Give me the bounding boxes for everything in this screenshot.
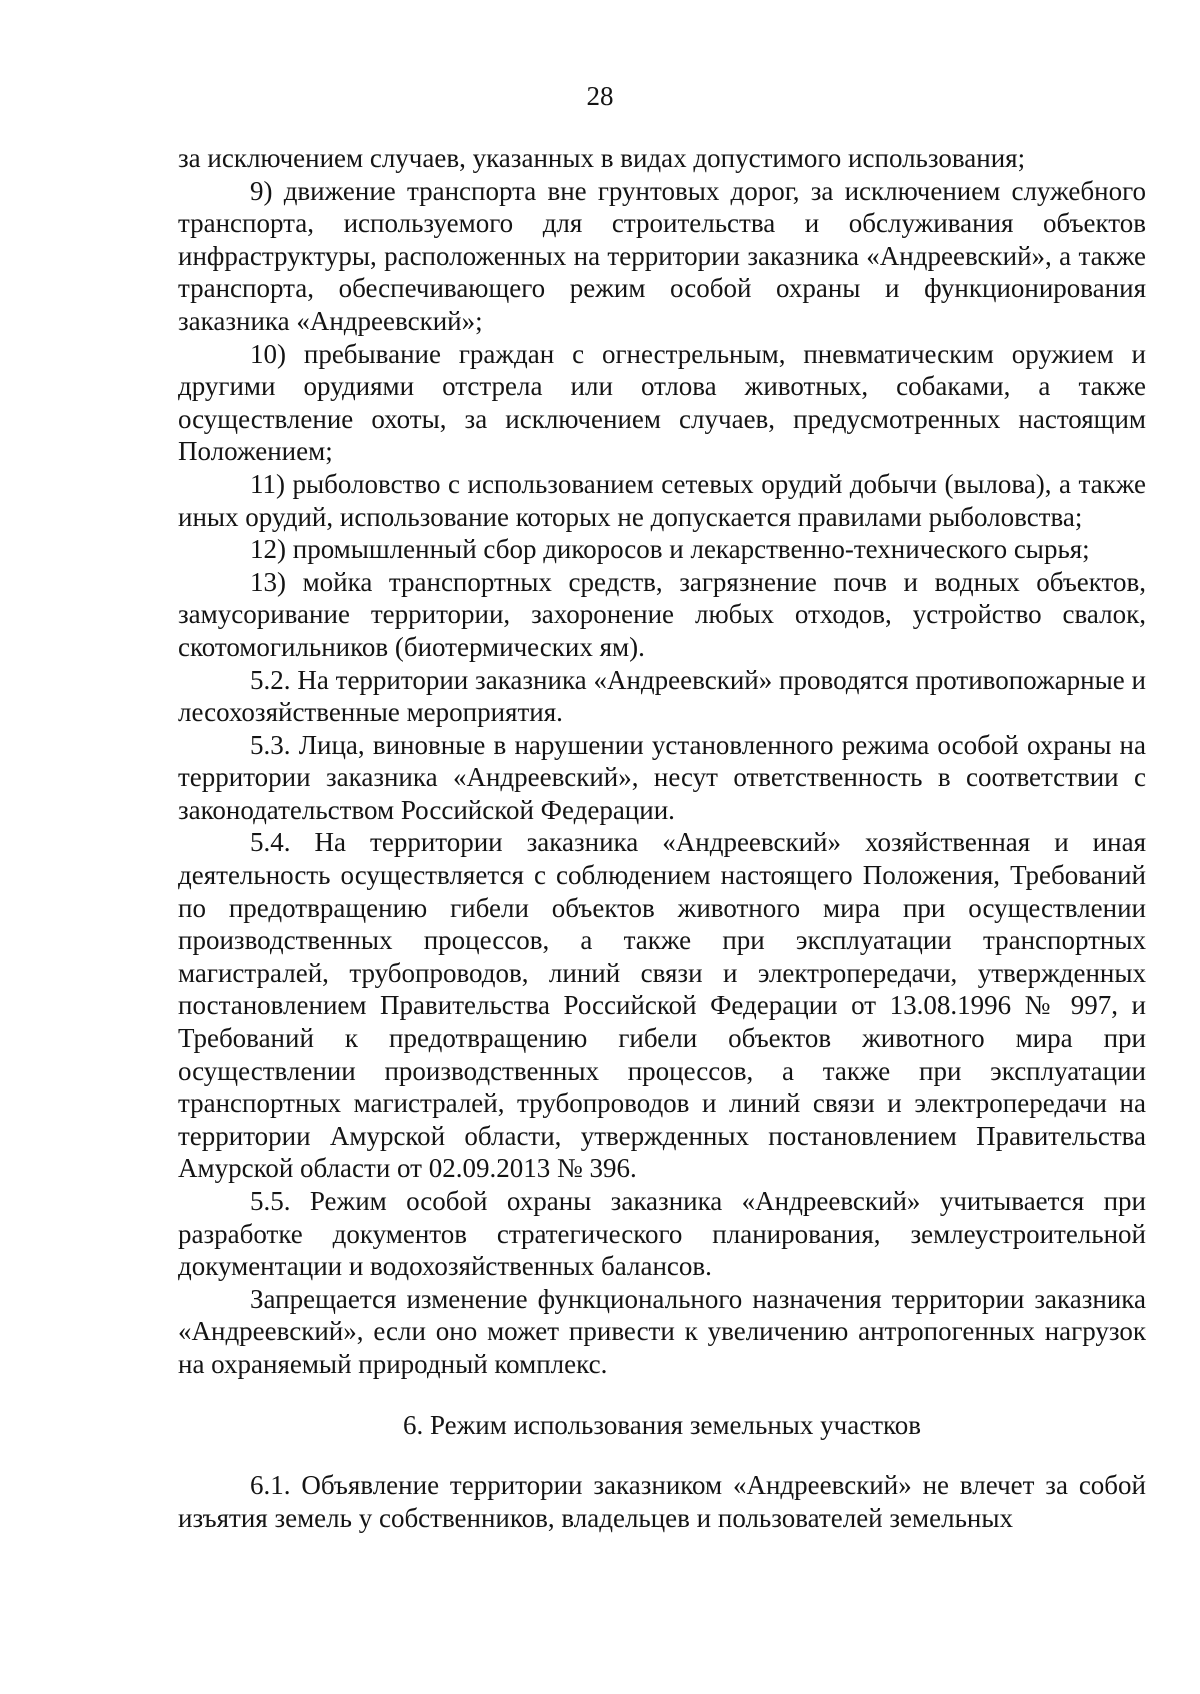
paragraph-item-11: 11) рыболовство с использованием сетевых орудий добычи (вылова), а также иных орудий, использование которых не допускается правилами рыболовства;	[178, 468, 1146, 532]
paragraph-5-5: 5.5. Режим особой охраны заказника «Андреевский» учитывается при разработке документов стратегического планирования, землеустроительной документации и водохозяйственных балансов.	[178, 1186, 1146, 1282]
paragraph-prohibition: Запрещается изменение функционального назначения территории заказника «Андреевский», если оно может привести к увеличению антропогенных нагрузок на охраняемый природный комплекс.	[178, 1283, 1146, 1379]
paragraph-item-10: 10) пребывание граждан с огнестрельным, пневматическим оружием и другими орудиями отстрела или отлова животных, собаками, а также осуществление охоты, за исключением случаев, предусмотренных настоящим Положением;	[178, 338, 1146, 467]
section-heading: 6. Режим использования земельных участков	[402, 1409, 922, 1440]
paragraph-6-1: 6.1. Объявление территории заказником «Андреевский» не влечет за собой изъятия земель у собственников, владельцев и пользователей земельных	[178, 1470, 1146, 1533]
paragraph-continuation: за исключением случаев, указанных в видах допустимого использования;	[178, 143, 1026, 173]
paragraph-item-9: 9) движение транспорта вне грунтовых дорог, за исключением служебного транспорта, используемого для строительства и обслуживания объектов инфраструктуры, расположенных на территории заказника «Андреевский», а также транспорта, обеспечивающего режим особой охраны и функционирования заказника «Андреевский»;	[178, 175, 1146, 336]
paragraph-5-2: 5.2. На территории заказника «Андреевский» проводятся противопожарные и лесохозяйственные мероприятия.	[178, 664, 1146, 728]
paragraph-5-3: 5.3. Лица, виновные в нарушении установленного режима особой охраны на территории заказника «Андреевский», несут ответственность в соответствии с законодательством Российской Федерации.	[178, 729, 1146, 825]
paragraph-5-4: 5.4. На территории заказника «Андреевский» хозяйственная и иная деятельность осуществляется с соблюдением настоящего Положения, Требований по предотвращению гибели объектов животного мира при осуществлении производственных процессов, а также при эксплуатации транспортных магистралей, трубопроводов, линий связи и электропередачи, утвержденных постановлением Правительства Российской Федерации от 13.08.1996 № 997, и Требований к предотвращению гибели объектов животного мира при осуществлении производственных процессов, а также при эксплуатации транспортных магистралей, трубопроводов и линий связи и электропередачи на территории Амурской области, утвержденных постановлением Правительства Амурской области от 02.09.2013 № 396.	[178, 827, 1146, 1184]
document-body	[178, 142, 1146, 1534]
page-number: 28	[586, 81, 614, 111]
paragraph-item-13: 13) мойка транспортных средств, загрязнение почв и водных объектов, замусоривание территории, захоронение любых отходов, устройство свалок, скотомогильников (биотермических ям).	[178, 566, 1146, 662]
paragraph-item-12: 12) промышленный сбор дикоросов и лекарственно-технического сырья;	[250, 534, 1090, 565]
